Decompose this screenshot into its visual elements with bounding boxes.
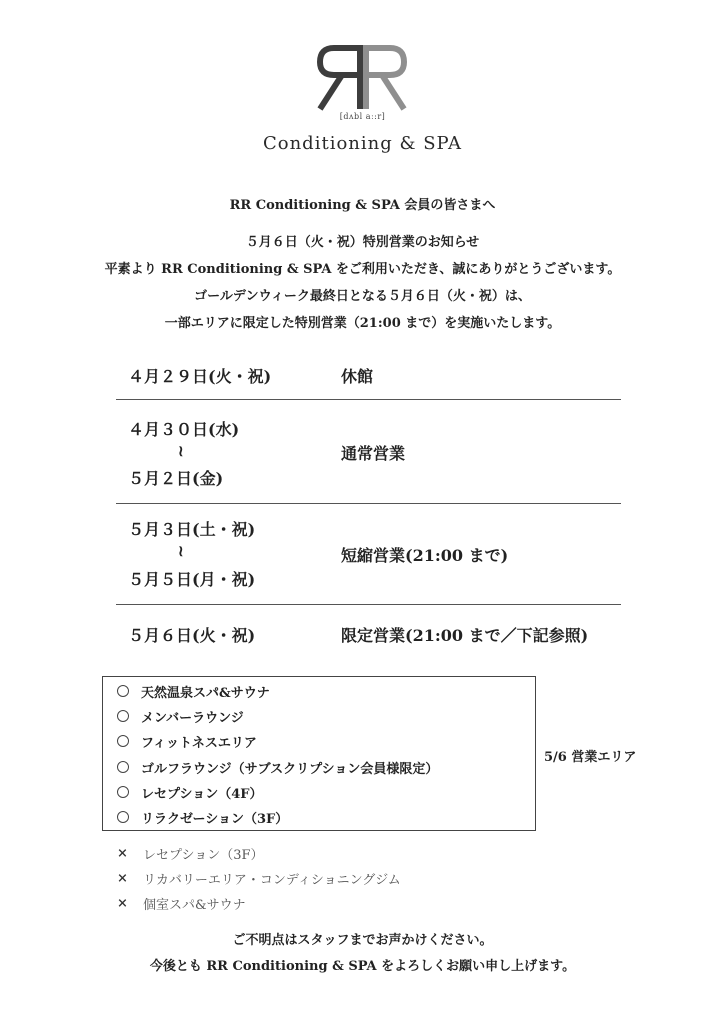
- schedule-date: ５月６日(火・祝): [128, 626, 256, 645]
- cross-icon: ×: [117, 896, 128, 911]
- schedule-status: 短縮営業(21:00 まで): [341, 546, 509, 565]
- divider: [116, 399, 621, 400]
- closing-line-2: 今後とも RR Conditioning & SPA をよろしくお願い申し上げます。: [149, 959, 576, 974]
- notice-title: ５月６日（火・祝）特別営業のお知らせ: [245, 235, 480, 250]
- open-areas-label: 5/6 営業エリア: [544, 750, 637, 765]
- brand-name: Conditioning & SPA: [262, 133, 463, 154]
- schedule-status: 限定営業(21:00 まで／下記参照): [341, 626, 589, 645]
- divider: [116, 604, 621, 605]
- schedule-date-start: ４月３０日(水): [128, 420, 240, 439]
- open-area-item: 天然温泉スパ&サウナ: [117, 681, 270, 701]
- cross-icon: ×: [117, 846, 128, 861]
- closed-area-item: × レセプション（3F）: [117, 846, 264, 863]
- range-mark: ≀: [178, 542, 184, 560]
- schedule-date-end: ５月５日(月・祝): [128, 570, 256, 589]
- schedule-status: 休館: [341, 367, 374, 386]
- intro-line-3: 一部エリアに限定した特別営業（21:00 まで）を実施いたします。: [164, 316, 561, 331]
- open-area-item: フィットネスエリア: [117, 731, 257, 751]
- divider: [116, 503, 621, 504]
- circle-icon: [117, 761, 129, 773]
- schedule-status: 通常営業: [341, 444, 406, 463]
- closed-area-item: × リカバリーエリア・コンディショニングジム: [117, 871, 401, 888]
- circle-icon: [117, 735, 129, 747]
- intro-line-1: 平素より RR Conditioning & SPA をご利用いただき、誠にありがとうございます。: [104, 262, 621, 277]
- schedule-date: ４月２９日(火・祝): [128, 367, 272, 386]
- open-area-item: メンバーラウンジ: [117, 706, 244, 726]
- range-mark: ≀: [178, 442, 184, 460]
- open-area-item: レセプション（4F）: [117, 782, 263, 802]
- phonetic-text: [dʌbl aː:r]: [339, 112, 386, 121]
- open-area-item: リラクゼーション（3F）: [117, 807, 288, 827]
- circle-icon: [117, 811, 129, 823]
- closed-area-item: × 個室スパ&サウナ: [117, 896, 246, 913]
- circle-icon: [117, 710, 129, 722]
- closing-line-1: ご不明点はスタッフまでお声かけください。: [232, 933, 493, 948]
- open-area-item: ゴルフラウンジ（サブスクリプション会員様限定）: [117, 757, 438, 777]
- schedule-date-start: ５月３日(土・祝): [128, 520, 256, 539]
- greeting: RR Conditioning & SPA 会員の皆さまへ: [229, 198, 496, 213]
- open-areas-box: [102, 676, 536, 831]
- circle-icon: [117, 786, 129, 798]
- intro-line-2: ゴールデンウィーク最終日となる５月６日（火・祝）は、: [194, 289, 531, 304]
- schedule-date-end: ５月２日(金): [128, 469, 224, 488]
- cross-icon: ×: [117, 871, 128, 886]
- rr-mirrored-logo-icon: [316, 42, 408, 112]
- circle-icon: [117, 685, 129, 697]
